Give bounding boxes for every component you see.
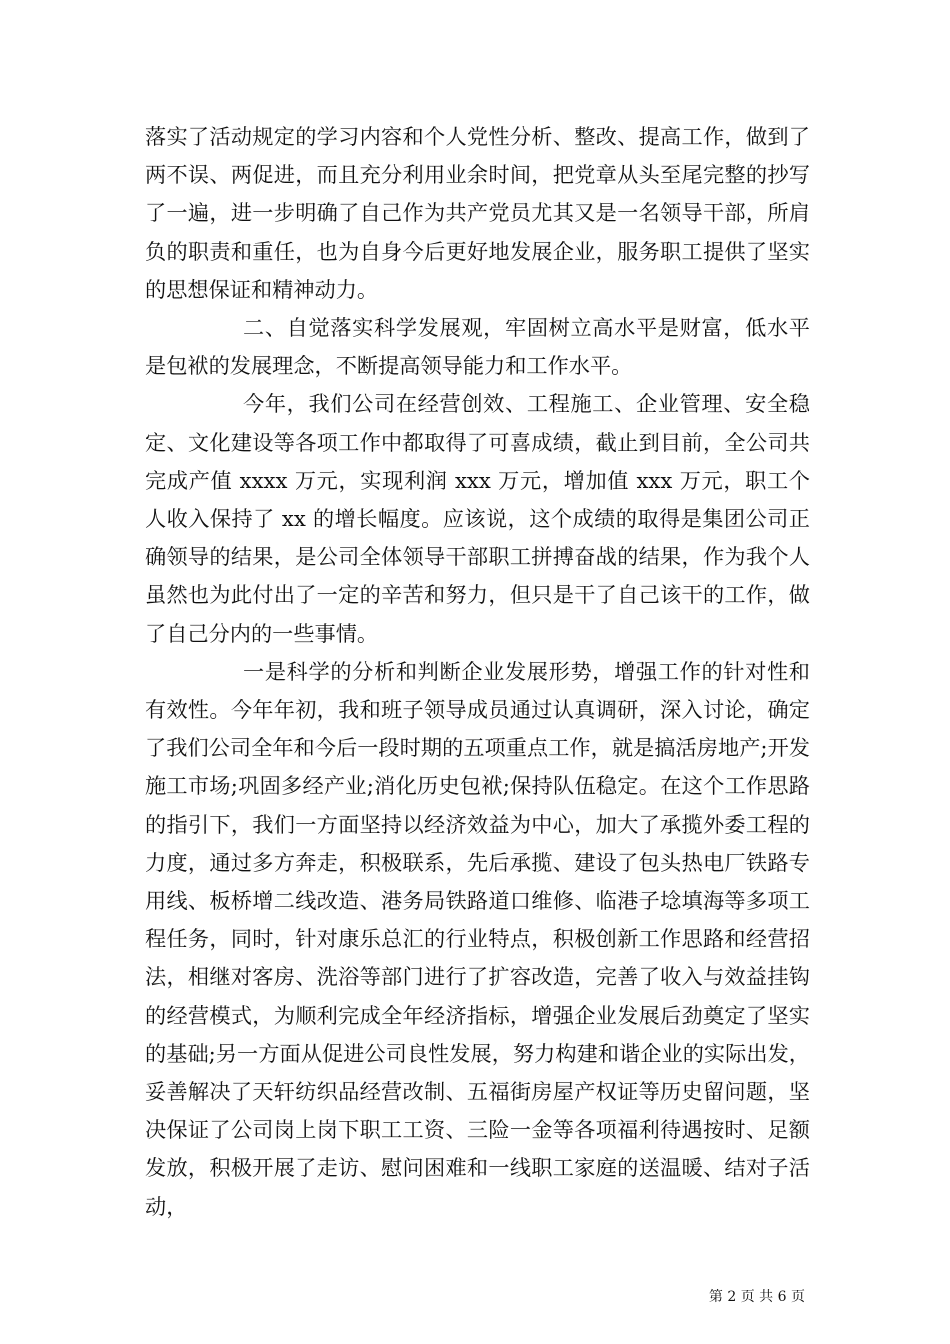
paragraph-first-point: 一是科学的分析和判断企业发展形势，增强工作的针对性和有效性。今年年初，我和班子领导成员通过认真调研，深入讨论，确定了我们公司全年和今后一段时期的五项重点工作，就是搞活房地产;开发施工市场;巩固多经产业;消化历史包袱;保持队伍稳定。在这个工作思路的指引下，我们一方面坚持以经济效益为中心，加大了承揽外委工程的力度，通过多方奔走，积极联系，先后承揽、建设了包头热电厂铁路专用线、板桥增二线改造、港务局铁路道口维修、临港子埝填海等多项工程任务，同时，针对康乐总汇的行业特点，积极创新工作思路和经营招法，相继对客房、洗浴等部门进行了扩容改造，完善了收入与效益挂钩的经营模式，为顺利完成全年经济指标，增强企业发展后劲奠定了坚实的基础;另一方面从促进公司良性发展，努力构建和谐企业的实际出发，妥善解决了天轩纺织品经营改制、五福街房屋产权证等历史留问题，坚决保证了公司岗上岗下职工工资、三险一金等各项福利待遇按时、足额发放，积极开展了走访、慰问困难和一线职工家庭的送温暖、结对子活动， — [145, 658, 810, 1219]
paragraph-achievements: 今年，我们公司在经营创效、工程施工、企业管理、安全稳定、文化建设等各项工作中都取得了可喜成绩，截止到目前，全公司共完成产值 xxxx 万元，实现利润 xxx 万元，增加值 xxx 万元，职工个人收入保持了 xx 的增长幅度。应该说，这个成绩的取得是集团公司正确领导的结果，是公司全体领导干部职工拼搏奋战的结果，作为我个人虽然也为此付出了一定的辛苦和努力，但只是干了自己该干的工作，做了自己分内的一些事情。 — [145, 391, 810, 646]
paragraph-continuation: 落实了活动规定的学习内容和个人党性分析、整改、提高工作，做到了两不误、两促进，而且充分利用业余时间，把党章从头至尾完整的抄写了一遍，进一步明确了自己作为共产党员尤其又是一名领导干部，所肩负的职责和重任，也为自身今后更好地发展企业，服务职工提供了坚实的思想保证和精神动力。 — [145, 124, 810, 302]
paragraph-section-heading: 二、自觉落实科学发展观，牢固树立高水平是财富，低水平是包袱的发展理念，不断提高领导能力和工作水平。 — [145, 315, 810, 379]
document-body — [145, 118, 810, 1226]
page-number-footer: 第 2 页 共 6 页 — [708, 1289, 805, 1305]
